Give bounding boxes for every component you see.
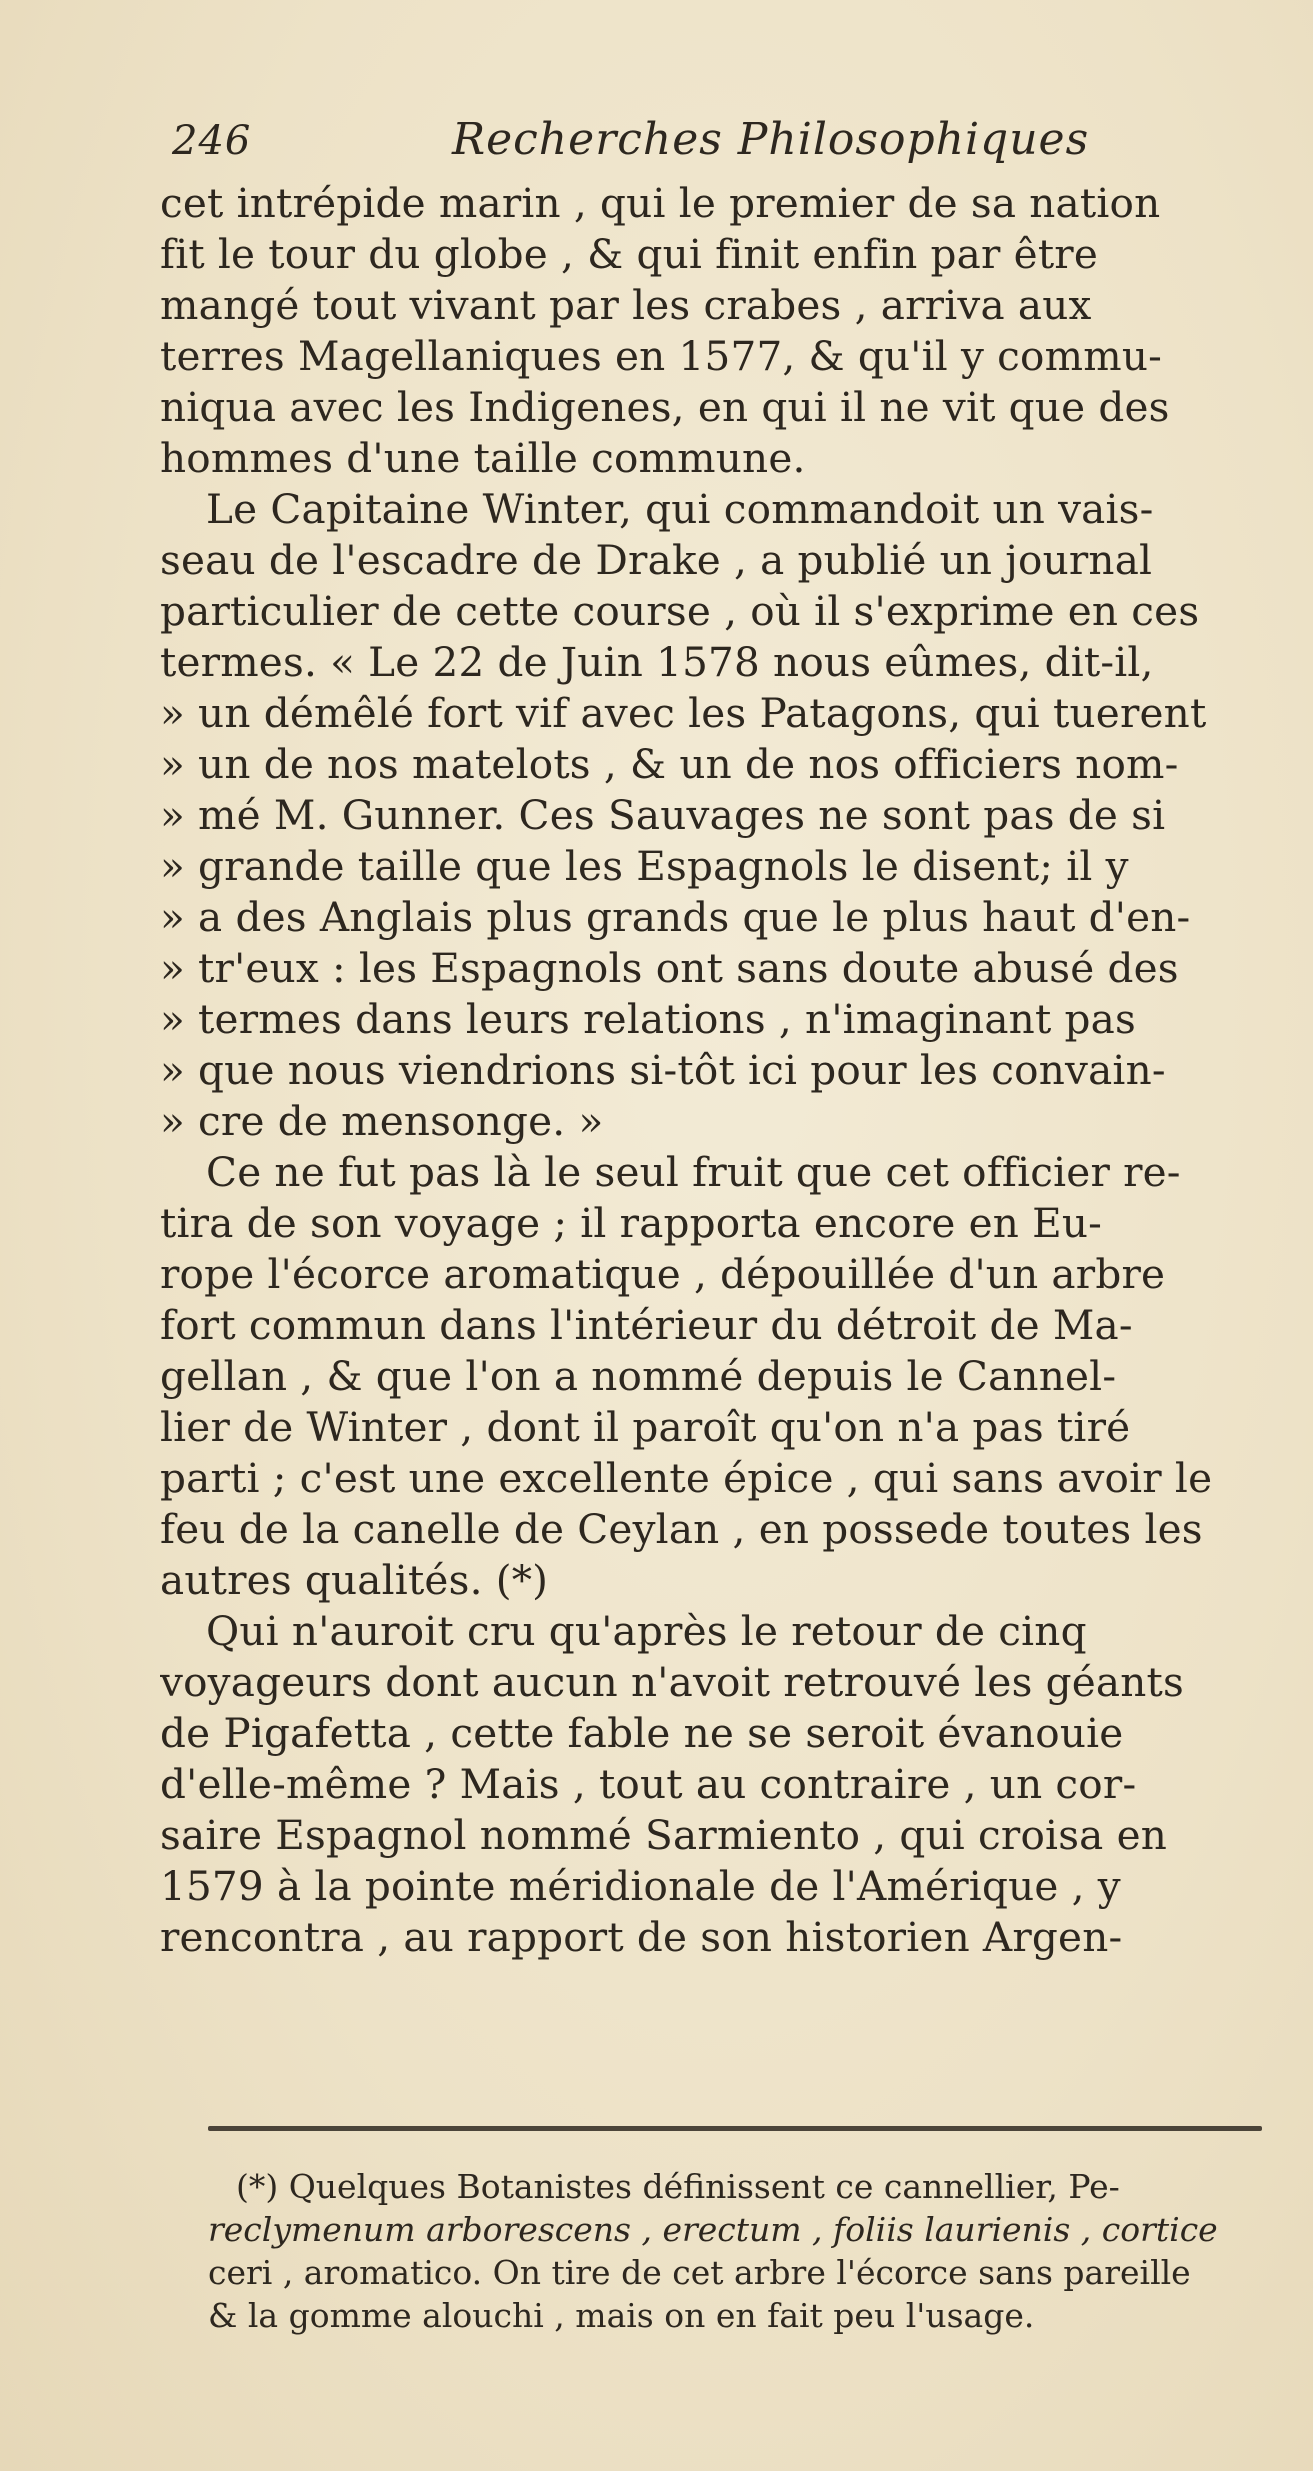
text-line: rencontra , au rapport de son historien Argen- [160,1913,1123,1961]
text-line: lier de Winter , dont il paroît qu'on n'a pas tiré [160,1403,1131,1451]
text-line: d'elle-même ? Mais , tout au contraire , un cor- [160,1760,1137,1808]
footnote-line: ceri , aromatico. On tire de cet arbre l'écorce sans pareille [208,2253,1191,2292]
text-line: fort commun dans l'intérieur du détroit de Ma- [160,1301,1133,1349]
page-number: 246 [172,118,252,164]
quote-line: » a des Anglais plus grands que le plus haut d'en- [160,893,1191,941]
page-header [172,112,1232,178]
text-line: parti ; c'est une excellente épice , qui sans avoir le [160,1454,1213,1502]
text-line: seau de l'escadre de Drake , a publié un journal [160,536,1153,584]
text-line: fit le tour du globe , & qui finit enfin par être [160,230,1099,278]
footnote-rule [208,2126,1262,2131]
paragraph-start-line: Le Capitaine Winter, qui commandoit un vais- [206,485,1154,533]
text-line: autres qualités. (*) [160,1556,549,1604]
text-line: feu de la canelle de Ceylan , en possede toutes les [160,1505,1203,1553]
text-line: gellan , & que l'on a nommé depuis le Cannel- [160,1352,1117,1400]
footnote [208,2165,1278,2337]
quote-line: » un de nos matelots , & un de nos officiers nom- [160,740,1179,788]
text-line: voyageurs dont aucun n'avoit retrouvé les géants [160,1658,1185,1706]
footnote-line: reclymenum arborescens , erectum , foliis laurienis , cortice [208,2210,1218,2249]
text-line: cet intrépide marin , qui le premier de sa nation [160,179,1161,227]
footnote-line: & la gomme alouchi , mais on en fait peu l'usage. [208,2296,1035,2335]
quote-line: » un démêlé fort vif avec les Patagons, qui tuerent [160,689,1207,737]
text-line: particulier de cette course , où il s'exprime en ces [160,587,1200,635]
quote-line: » mé M. Gunner. Ces Sauvages ne sont pas de si [160,791,1166,839]
text-line: tira de son voyage ; il rapporta encore en Eu- [160,1199,1103,1247]
quote-line: » tr'eux : les Espagnols ont sans doute abusé des [160,944,1179,992]
footnote-line: (*) Quelques Botanistes définissent ce cannellier, Pe- [236,2167,1120,2206]
paragraph-start-line: Ce ne fut pas là le seul fruit que cet officier re- [206,1148,1181,1196]
text-line: niqua avec les Indigenes, en qui il ne vit que des [160,383,1170,431]
text-line: 1579 à la pointe méridionale de l'Amérique , y [160,1862,1121,1910]
quote-line: » que nous viendrions si-tôt ici pour les convain- [160,1046,1166,1094]
text-line: mangé tout vivant par les crabes , arriva aux [160,281,1092,329]
quote-line: » cre de mensonge. » [160,1097,604,1145]
text-line: rope l'écorce aromatique , dépouillée d'un arbre [160,1250,1166,1298]
quote-line: » termes dans leurs relations , n'imaginant pas [160,995,1136,1043]
paragraph-start-line: Qui n'auroit cru qu'après le retour de cinq [206,1607,1087,1655]
quote-line: » grande taille que les Espagnols le disent; il y [160,842,1129,890]
text-line: saire Espagnol nommé Sarmiento , qui croisa en [160,1811,1168,1859]
text-line: hommes d'une taille commune. [160,434,806,482]
main-text [160,178,1270,1963]
text-line: de Pigafetta , cette fable ne se seroit évanouie [160,1709,1124,1757]
running-title: Recherches Philosophiques [452,114,1090,165]
text-line: termes. « Le 22 de Juin 1578 nous eûmes, dit-il, [160,638,1154,686]
text-line: terres Magellaniques en 1577, & qu'il y commu- [160,332,1163,380]
